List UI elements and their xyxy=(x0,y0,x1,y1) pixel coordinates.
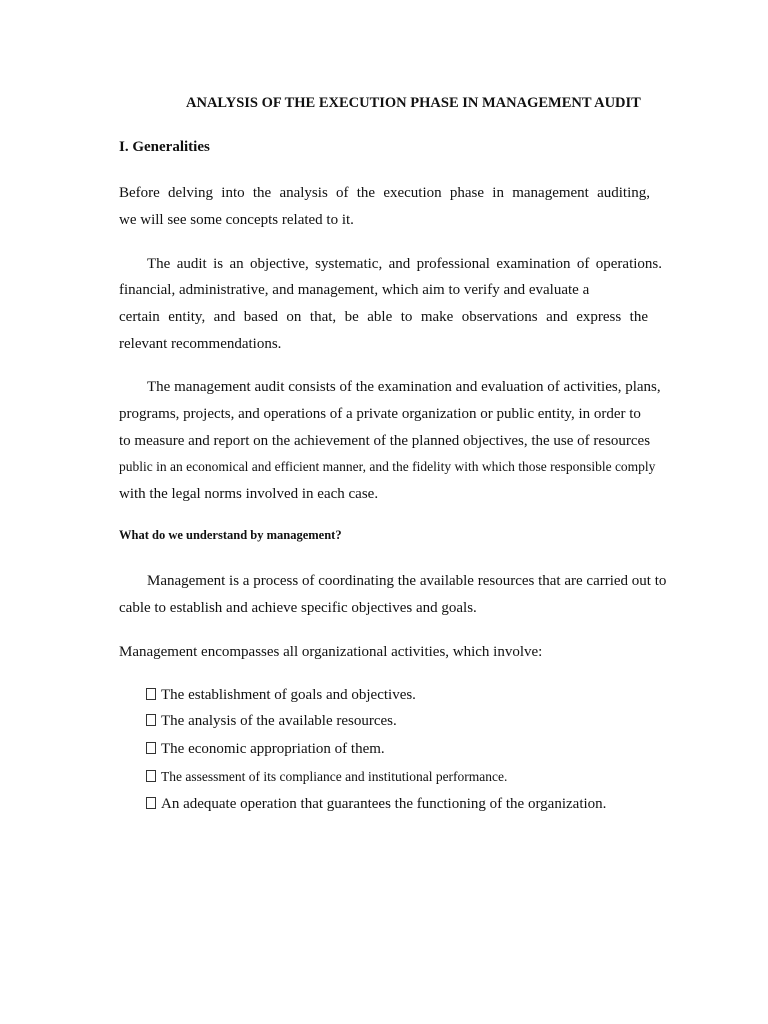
audit-paragraph-line-3: certain entity, and based on that, be able to make observations and express the xyxy=(119,309,648,325)
bullet-box-icon xyxy=(146,797,156,809)
audit-paragraph-line-4: relevant recommendations. xyxy=(119,336,282,352)
list-intro: Management encompasses all organizational activities, which involve: xyxy=(119,644,543,660)
bullet-box-icon xyxy=(146,770,156,782)
management-audit-line-3: to measure and report on the achievement of the planned objectives, the use of resources xyxy=(119,433,651,449)
management-paragraph-line-2: cable to establish and achieve specific objectives and goals. xyxy=(119,600,477,616)
bullet-box-icon xyxy=(146,688,156,700)
intro-line-2: we will see some concepts related to it. xyxy=(119,212,354,228)
management-question: What do we understand by management? xyxy=(119,528,342,542)
audit-paragraph-line-2: financial, administrative, and management, which aim to verify and evaluate a xyxy=(119,282,590,298)
list-item xyxy=(146,740,385,758)
management-audit-line-5: with the legal norms involved in each case. xyxy=(119,486,379,502)
list-item-text: The analysis of the available resources. xyxy=(161,713,397,729)
bullet-box-icon xyxy=(146,714,156,726)
management-audit-line-1: The management audit consists of the examination and evaluation of activities, plans, xyxy=(147,379,661,395)
list-item xyxy=(146,686,416,704)
bullet-box-icon xyxy=(146,742,156,754)
list-item-text: The economic appropriation of them. xyxy=(161,741,385,757)
document-title: ANALYSIS OF THE EXECUTION PHASE IN MANAGEMENT AUDIT xyxy=(186,95,641,111)
management-audit-line-4: public in an economical and efficient manner, and the fidelity with which those responsible comply xyxy=(119,459,656,474)
management-paragraph-line-1: Management is a process of coordinating the available resources that are carried out to xyxy=(147,573,667,589)
section-heading: I. Generalities xyxy=(119,139,210,155)
audit-paragraph-line-1: The audit is an objective, systematic, and professional examination of operations. xyxy=(147,256,662,272)
list-item xyxy=(146,712,397,730)
list-item-text: An adequate operation that guarantees the functioning of the organization. xyxy=(161,796,607,812)
list-item-text: The establishment of goals and objectives. xyxy=(161,687,416,703)
list-item xyxy=(146,795,606,813)
management-audit-line-2: programs, projects, and operations of a private organization or public entity, in order to xyxy=(119,406,641,422)
list-item-text: The assessment of its compliance and institutional performance. xyxy=(161,769,508,784)
intro-line-1: Before delving into the analysis of the execution phase in management auditing, xyxy=(119,185,650,201)
list-item xyxy=(146,768,507,786)
